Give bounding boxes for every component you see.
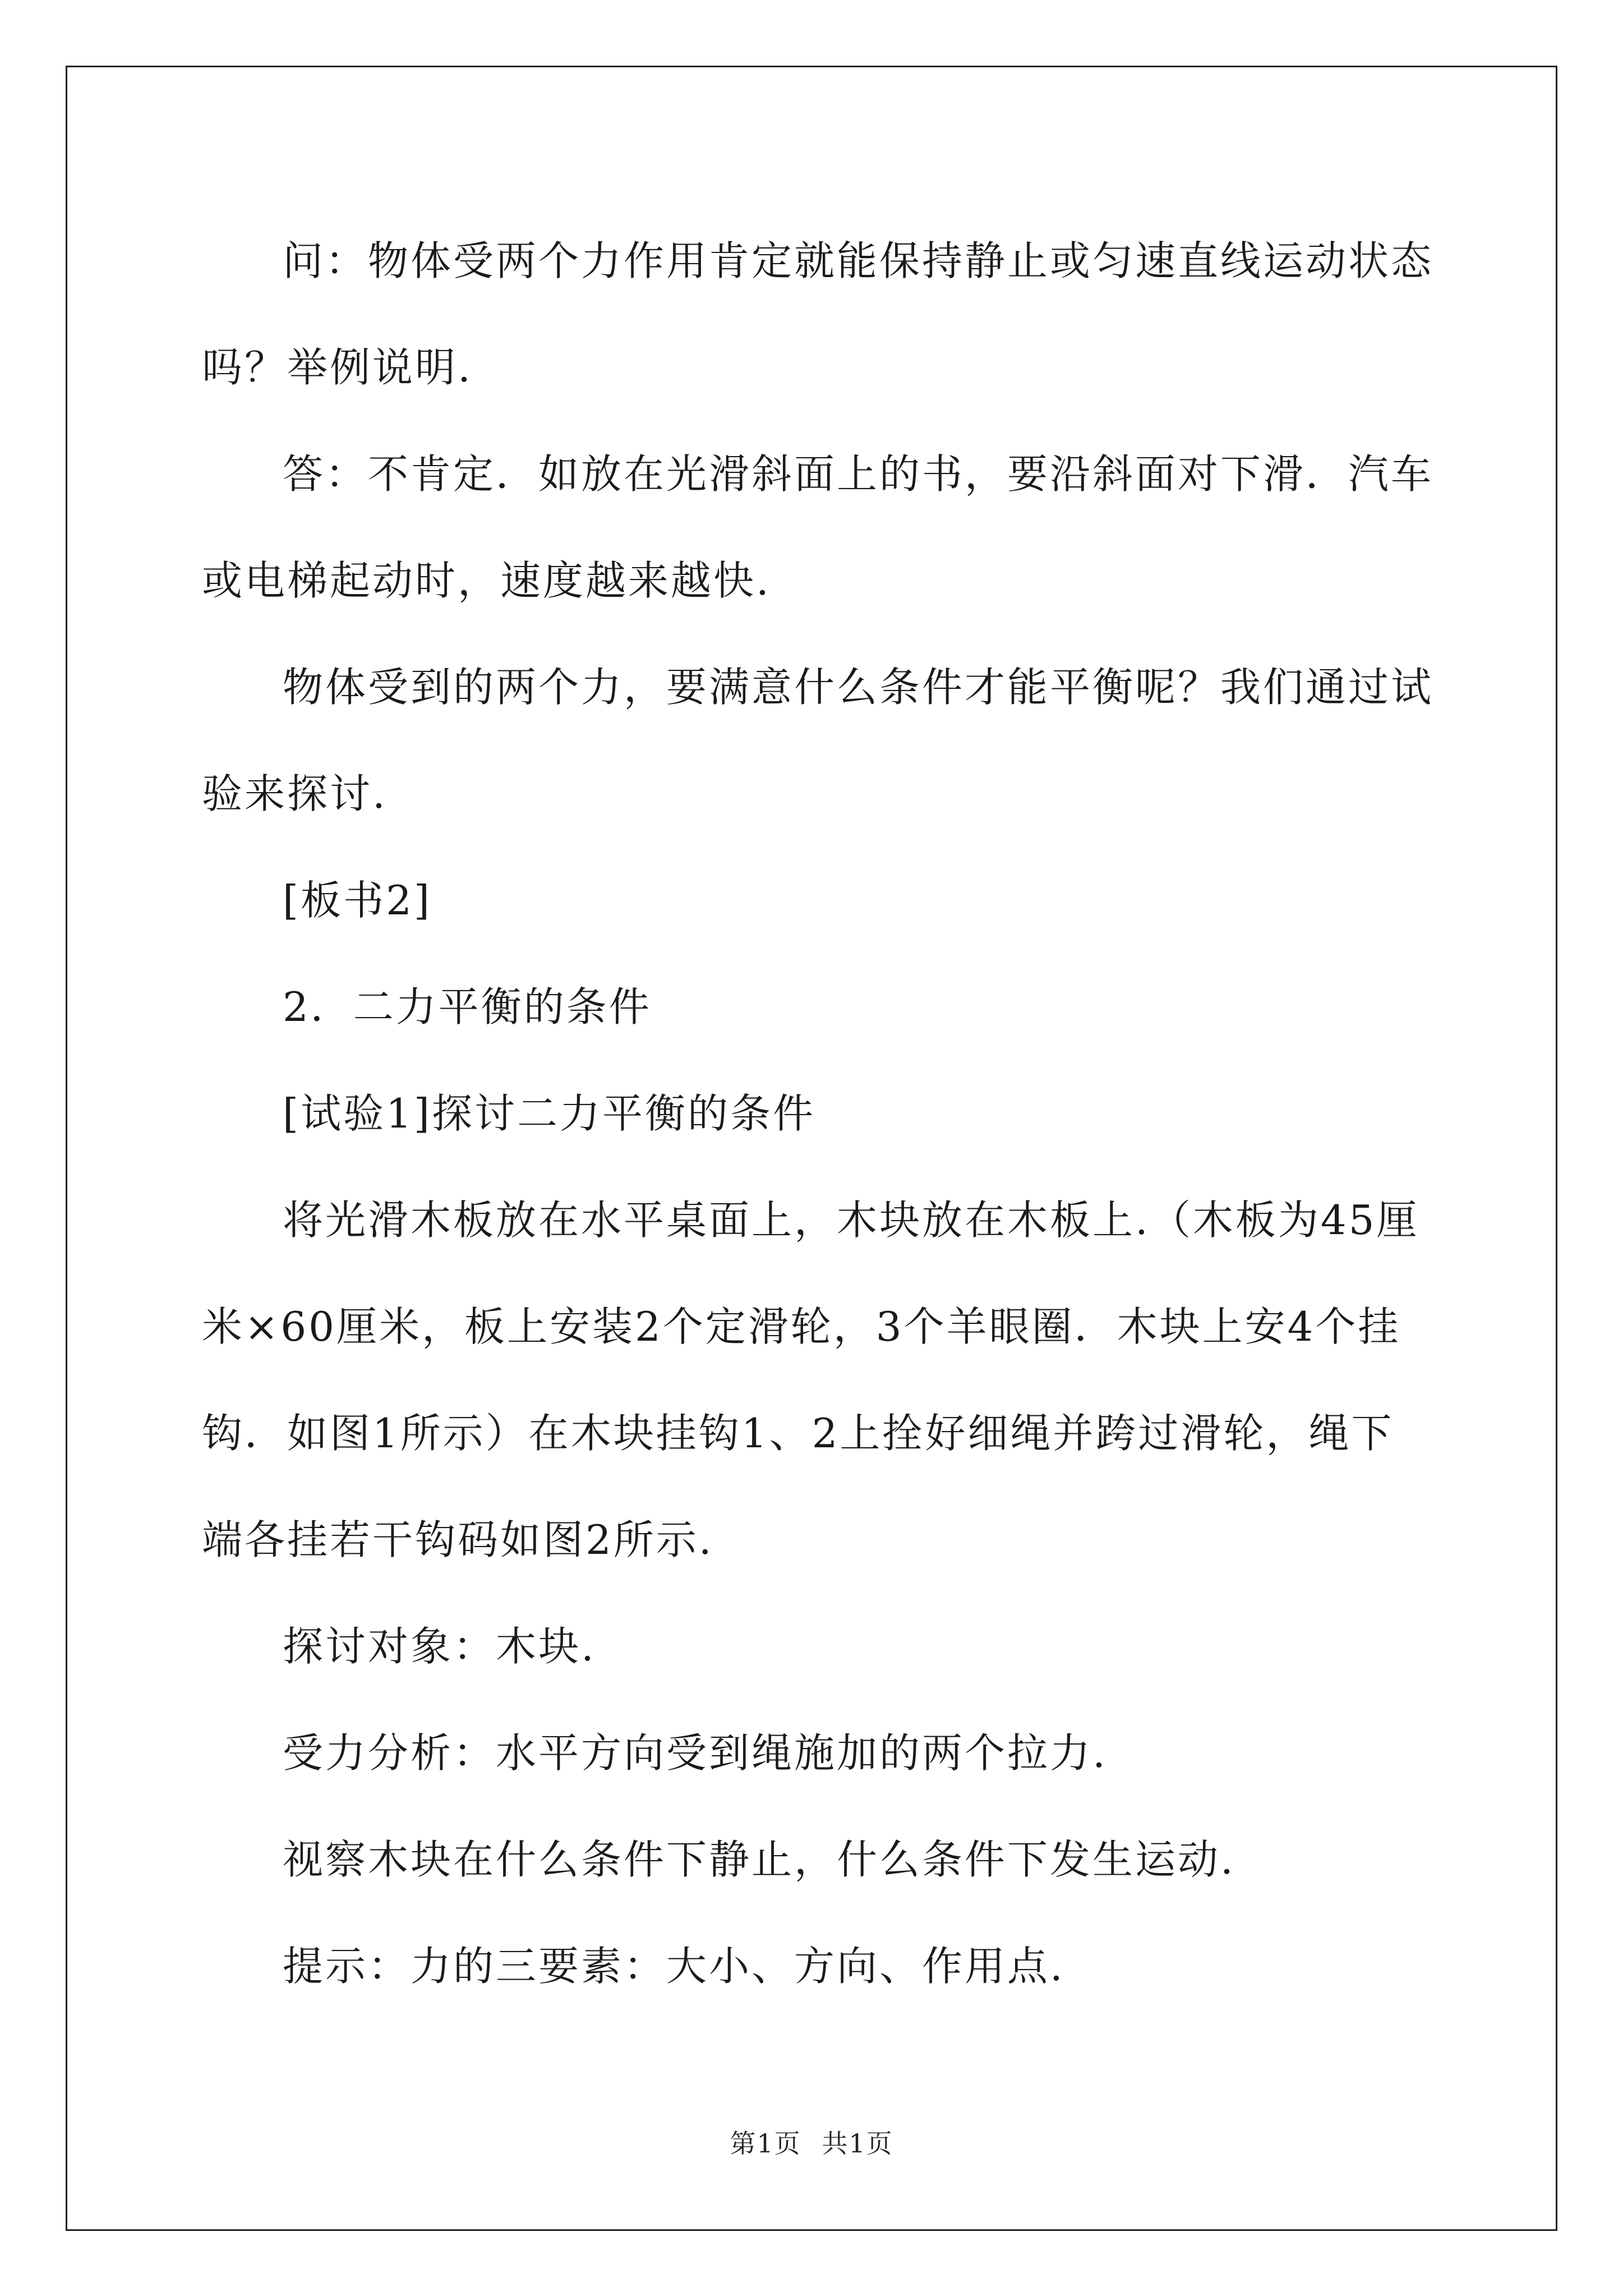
paragraph-observation: 视察木块在什么条件下静止，什么条件下发生运动.: [283, 1836, 1235, 1883]
page-footer: [0, 2123, 1623, 2160]
paragraph-research-object: 探讨对象：木块.: [283, 1623, 596, 1670]
experiment-title: [试验1]探讨二力平衡的条件: [283, 1090, 815, 1137]
paragraph-hint: 提示：力的三要素：大小、方向、作用点.: [283, 1943, 1065, 1990]
paragraph-answer: 答：不肯定．如放在光滑斜面上的书，要沿斜面对下滑．汽车或电梯起动时，速度越来越快.: [202, 450, 1434, 604]
page-total: 共1页: [822, 2128, 893, 2159]
paragraph-board-note: [板书2]: [283, 877, 432, 924]
document-body: [202, 208, 1436, 2019]
section-heading: 2．二力平衡的条件: [283, 983, 652, 1030]
page-number: 第1页: [730, 2128, 801, 2159]
paragraph-experiment-setup: 将光滑木板放在水平桌面上，木块放在木板上.（木板为45厘米×60厘米，板上安装2个定滑轮，3个羊眼圈．木块上安4个挂钩．如图1所示）在木块挂钩1、2上拴好细绳并跨过滑轮，绳下端各挂若干钩码如图2所示.: [202, 1197, 1419, 1563]
paragraph-balance-question: 物体受到的两个力，要满意什么条件才能平衡呢？我们通过试验来探讨.: [202, 664, 1434, 817]
paragraph-force-analysis: 受力分析：水平方向受到绳施加的两个拉力.: [283, 1729, 1108, 1777]
paragraph-question: 问：物体受两个力作用肯定就能保持静止或匀速直线运动状态吗？举例说明.: [202, 237, 1434, 391]
